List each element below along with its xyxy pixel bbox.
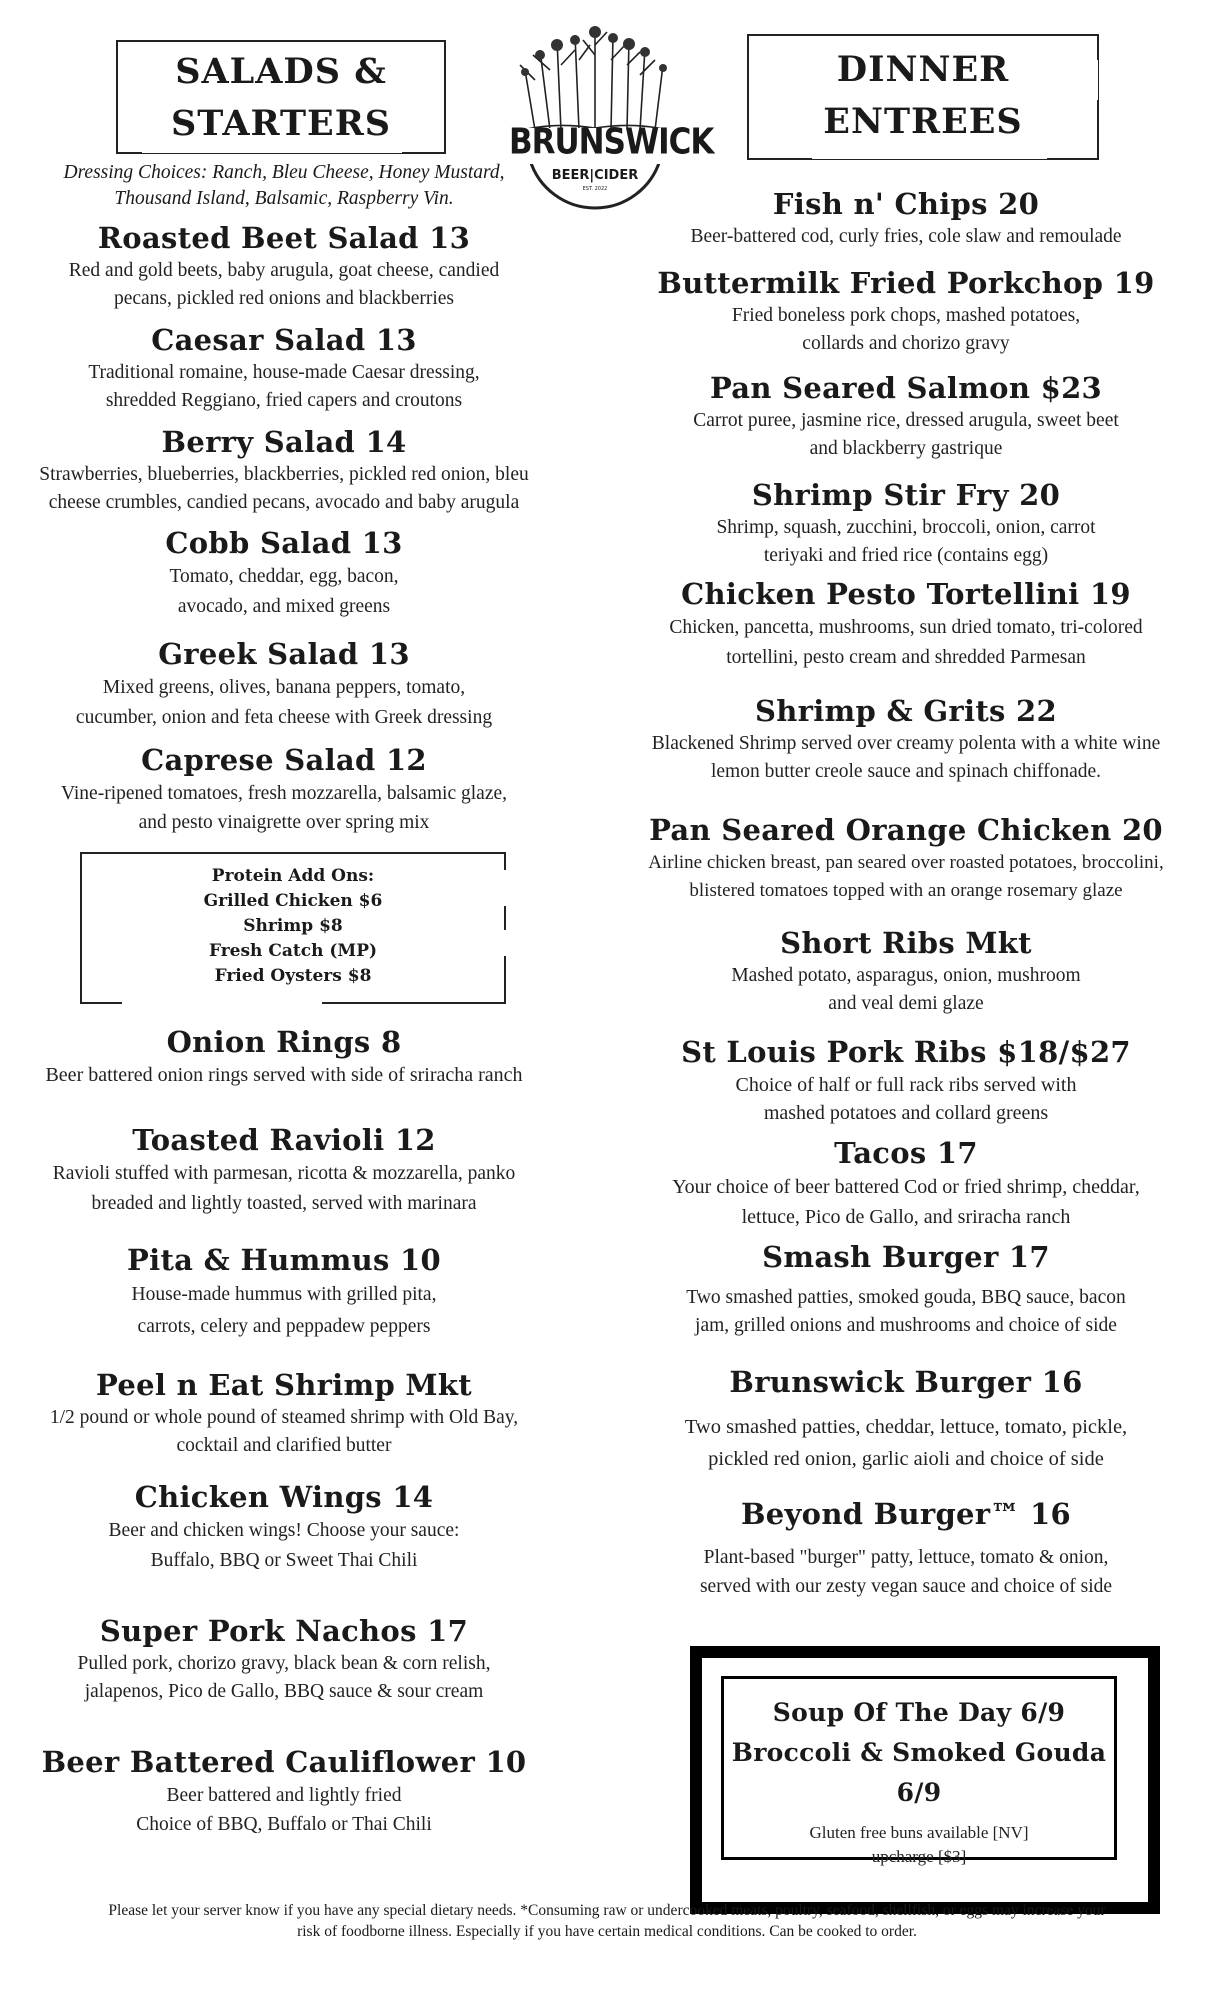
menu-item (10, 1241, 558, 1343)
menu-item (608, 692, 1204, 786)
item-desc: Fried boneless pork chops, mashed potatoes, (731, 305, 1081, 326)
menu-item (10, 1023, 558, 1089)
item-desc: cheese crumbles, candied pecans, avocado and baby arugula (48, 492, 520, 513)
dietary-disclaimer (10, 1900, 1204, 1942)
item-title: Smash Burger 17 (762, 1240, 1050, 1274)
item-desc: collards and chorizo gravy (802, 333, 1010, 354)
dressing-line-2: Thousand Island, Balsamic, Raspberry Vin. (114, 188, 454, 209)
item-desc: lemon butter creole sauce and spinach chiffonade. (710, 761, 1102, 782)
disclaimer-line-1: Please let your server know if you have any special dietary needs. *Consuming raw or undercooked meats, poultry, seafood, shellfish, or eggs may increase your (108, 1902, 1106, 1919)
menu-item (10, 1121, 558, 1219)
menu-item (0, 423, 568, 517)
item-desc: mashed potatoes and collard greens (763, 1102, 1049, 1124)
menu-item (10, 741, 558, 837)
item-desc: breaded and lightly toasted, served with marinara (91, 1193, 477, 1214)
menu-item (608, 1134, 1204, 1232)
menu-item (608, 369, 1204, 463)
protein-option: Grilled Chicken $6 (203, 891, 383, 911)
protein-add-ons (80, 852, 506, 1004)
item-desc: pickled red onion, garlic aioli and choice of side (708, 1448, 1104, 1470)
header-line-2: ENTREES (823, 101, 1023, 142)
item-title: Roasted Beet Salad 13 (97, 221, 471, 255)
item-title: Onion Rings 8 (166, 1025, 402, 1059)
item-title: Beer Battered Cauliflower 10 (41, 1745, 527, 1779)
menu-item (10, 1478, 558, 1576)
disclaimer-line-2: risk of foodborne illness. Especially if you have certain medical conditions. Can be cooked to order. (297, 1923, 917, 1940)
item-desc: Ravioli stuffed with parmesan, ricotta & mozzarella, panko (52, 1163, 516, 1184)
item-title: Fish n' Chips 20 (772, 187, 1040, 221)
item-title: Caesar Salad 13 (151, 323, 417, 357)
dressing-choices (10, 160, 558, 212)
item-desc: lettuce, Pico de Gallo, and sriracha ranch (741, 1206, 1071, 1228)
item-desc: Mashed potato, asparagus, onion, mushroom (731, 965, 1081, 986)
menu-item (10, 1366, 558, 1460)
item-desc: served with our zesty vegan sauce and choice of side (699, 1576, 1113, 1597)
item-title: Greek Salad 13 (158, 637, 410, 671)
item-desc: Buffalo, BBQ or Sweet Thai Chili (150, 1550, 418, 1571)
menu-item (608, 476, 1204, 570)
item-desc: Choice of BBQ, Buffalo or Thai Chili (136, 1814, 432, 1835)
item-desc: Beer and chicken wings! Choose your sauce: (108, 1520, 460, 1541)
item-title: Chicken Pesto Tortellini 19 (681, 577, 1131, 611)
salads-starters-header (116, 40, 446, 154)
item-title: Brunswick Burger 16 (729, 1365, 1083, 1399)
item-desc: Vine-ripened tomatoes, fresh mozzarella, balsamic glaze, (60, 783, 508, 804)
item-desc: carrots, celery and peppadew peppers (137, 1316, 431, 1337)
menu-item (10, 524, 558, 622)
item-title: Chicken Wings 14 (134, 1480, 434, 1514)
logo-subtitle: BEER|CIDER (551, 168, 639, 183)
protein-option: Fresh Catch (MP) (208, 941, 378, 961)
item-title: Shrimp & Grits 22 (755, 694, 1057, 728)
item-desc: Plant-based "burger" patty, lettuce, tomato & onion, (703, 1547, 1109, 1568)
menu-item (10, 1743, 558, 1839)
item-desc: Beer battered and lightly fried (166, 1785, 402, 1806)
item-desc: Two smashed patties, smoked gouda, BBQ sauce, bacon (686, 1287, 1126, 1308)
menu-item (608, 1363, 1204, 1475)
menu-item (608, 1238, 1204, 1340)
item-title: Cobb Salad 13 (165, 526, 403, 560)
item-title: Berry Salad 14 (161, 425, 407, 459)
item-desc: Pulled pork, chorizo gravy, black bean & corn relish, (77, 1653, 491, 1674)
item-title: Pan Seared Orange Chicken 20 (649, 813, 1163, 847)
item-desc: jam, grilled onions and mushrooms and choice of side (695, 1315, 1117, 1336)
menu-item (10, 1612, 558, 1706)
item-desc: avocado, and mixed greens (177, 596, 391, 617)
logo-est: EST. 2022 (582, 186, 608, 192)
item-desc: Choice of half or full rack ribs served with (735, 1074, 1077, 1096)
dressing-line-1: Dressing Choices: Ranch, Bleu Cheese, Honey Mustard, (63, 162, 505, 183)
soup-line-2: Broccoli & Smoked Gouda 6/9 (731, 1738, 1107, 1807)
menu-item (608, 924, 1204, 1018)
item-desc: Mixed greens, olives, banana peppers, tomato, (102, 677, 466, 698)
item-desc: tortellini, pesto cream and shredded Parmesan (726, 647, 1086, 668)
soup-note: Gluten free buns available [NV] (809, 1823, 1029, 1842)
menu-item (10, 635, 558, 733)
soup-line-1: Soup Of The Day 6/9 (772, 1698, 1066, 1727)
item-title: Short Ribs Mkt (780, 926, 1032, 960)
menu-item (602, 811, 1210, 905)
item-title: Beyond Burger™ 16 (740, 1497, 1072, 1531)
item-desc: Beer-battered cod, curly fries, cole slaw and remoulade (690, 226, 1122, 247)
menu-item (10, 321, 558, 415)
item-desc: Traditional romaine, house-made Caesar dressing, (88, 362, 480, 383)
item-desc: Airline chicken breast, pan seared over roasted potatoes, broccolini, (648, 852, 1164, 873)
item-desc: 1/2 pound or whole pound of steamed shrimp with Old Bay, (49, 1407, 519, 1428)
item-title: Toasted Ravioli 12 (132, 1123, 436, 1157)
item-desc: Your choice of beer battered Cod or fried shrimp, cheddar, (672, 1176, 1140, 1198)
menu-item (608, 1033, 1204, 1127)
item-desc: Shrimp, squash, zucchini, broccoli, onion, carrot (716, 517, 1096, 538)
item-title: Tacos 17 (834, 1136, 978, 1170)
protein-option: Fried Oysters $8 (214, 966, 372, 986)
soup-of-the-day (721, 1676, 1117, 1866)
menu-item (608, 575, 1204, 673)
item-desc: Tomato, cheddar, egg, bacon, (169, 566, 399, 587)
item-desc: Red and gold beets, baby arugula, goat cheese, candied (68, 260, 500, 281)
item-desc: and blackberry gastrique (809, 438, 1003, 459)
protein-option: Shrimp $8 (243, 916, 343, 936)
item-desc: blistered tomatoes topped with an orange rosemary glaze (689, 880, 1123, 901)
item-title: Super Pork Nachos 17 (99, 1614, 469, 1648)
item-title: Pita & Hummus 10 (127, 1243, 441, 1277)
item-desc: House-made hummus with grilled pita, (131, 1284, 437, 1305)
item-desc: Chicken, pancetta, mushrooms, sun dried tomato, tri-colored (669, 617, 1143, 638)
logo-wordmark: BRUNSWICK (509, 121, 714, 163)
header-line-1: SALADS & (175, 51, 387, 92)
item-desc: and veal demi glaze (828, 993, 984, 1014)
item-desc: and pesto vinaigrette over spring mix (138, 812, 430, 833)
dinner-entrees-header (747, 34, 1099, 160)
menu-item (608, 1495, 1204, 1601)
item-title: Peel n Eat Shrimp Mkt (96, 1368, 472, 1402)
menu-item (608, 185, 1204, 251)
item-desc: Two smashed patties, cheddar, lettuce, tomato, pickle, (684, 1416, 1128, 1438)
item-desc: Strawberries, blueberries, blackberries, pickled red onion, bleu (39, 464, 529, 485)
item-desc: Beer battered onion rings served with side of sriracha ranch (45, 1064, 523, 1086)
item-desc: Carrot puree, jasmine rice, dressed arugula, sweet beet (693, 410, 1119, 431)
item-title: Buttermilk Fried Porkchop 19 (657, 266, 1155, 300)
item-title: St Louis Pork Ribs $18/$27 (681, 1035, 1131, 1069)
item-desc: Blackened Shrimp served over creamy polenta with a white wine (651, 733, 1161, 754)
item-desc: teriyaki and fried rice (contains egg) (763, 545, 1049, 566)
protein-heading: Protein Add Ons: (211, 866, 375, 886)
menu-item (10, 219, 558, 313)
menu-item (608, 264, 1204, 358)
header-line-2: STARTERS (170, 103, 392, 144)
header-line-1: DINNER (836, 49, 1010, 90)
item-desc: cucumber, onion and feta cheese with Greek dressing (75, 707, 493, 728)
item-title: Shrimp Stir Fry 20 (751, 478, 1061, 512)
item-desc: shredded Reggiano, fried capers and croutons (105, 390, 463, 411)
soup-note: upcharge [$3] (871, 1847, 967, 1866)
item-desc: jalapenos, Pico de Gallo, BBQ sauce & sour cream (84, 1681, 484, 1702)
item-title: Pan Seared Salmon $23 (709, 371, 1103, 405)
item-title: Caprese Salad 12 (141, 743, 427, 777)
item-desc: pecans, pickled red onions and blackberries (113, 288, 455, 309)
item-desc: cocktail and clarified butter (176, 1435, 392, 1456)
